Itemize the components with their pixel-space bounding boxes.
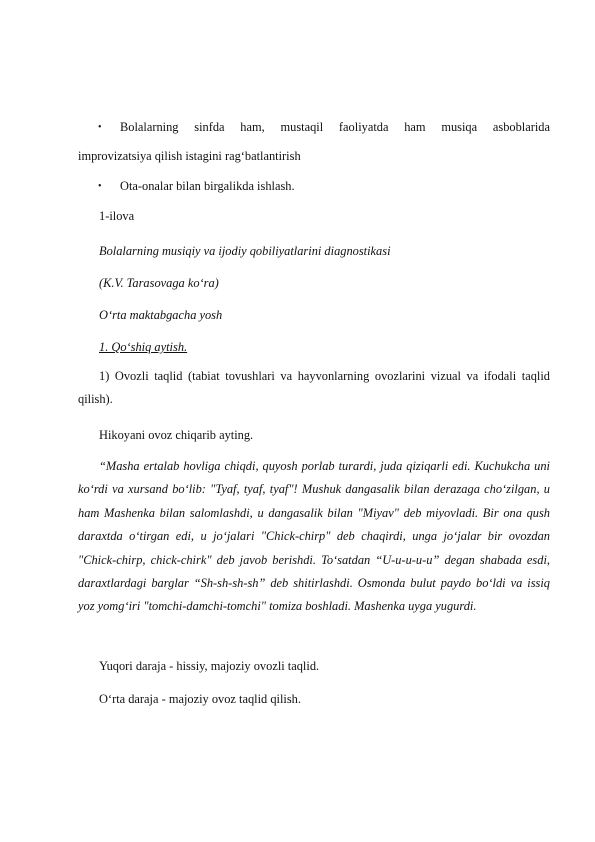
- age-group: O‘rta maktabgacha yosh: [99, 308, 223, 322]
- bullet-text: Bolalarning sinfda ham, mustaqil faoliyatda ham musiqa asboblarida: [120, 120, 550, 134]
- bullet-text-continuation: improvizatsiya qilish istagini rag‘batlantirish: [78, 149, 301, 163]
- section-heading: [78, 336, 550, 359]
- author-note: (K.V. Tarasovaga ko‘ra): [99, 276, 219, 290]
- bullet-item-parents: [78, 175, 550, 198]
- bullet-text: Ota-onalar bilan birgalikda ishlash.: [120, 179, 295, 193]
- level-high: Yuqori daraja - hissiy, majoziy ovozli taqlid.: [99, 659, 320, 673]
- instruction-text: Hikoyani ovoz chiqarib ayting.: [99, 428, 254, 442]
- section-heading-text: 1. Qo‘shiq aytish.: [99, 340, 188, 354]
- bullet-icon: •: [98, 181, 102, 192]
- appendix-label: 1-ilova: [99, 209, 135, 223]
- level-medium: O‘rta daraja - majoziy ovoz taqlid qilish.: [99, 692, 301, 706]
- story-text: “Masha ertalab hovliga chiqdi, quyosh porlab turardi, juda qiziqarli edi. Kuchukcha uni ko‘rdi va xursand bo‘lib: "Tyaf, tyaf, tyaf"! Mushuk dangasalik bilan derazaga cho‘zilgan, u ham Mashenka bilan salomlashdi, u dangasalik bilan "Miyav" deb miyovladi. Bir ona qush daraxtda o‘tirgan edi, u jo‘jalari "Chick-chirp" deb chaqirdi, unga jo‘jalar bir ovozdan "Chick-chirp, chick-chirk" deb javob berishdi. To‘satdan “U-u-u-u-u” degan shabada esdi, daraxtlardagi barglar “Sh-sh-sh-sh” deb shitirlashdi. Osmonda bulut paydo bo‘ldi va issiq yoz yomg‘iri "tomchi-damchi-tomchi" tomiza boshladi. Mashenka uyga yugurdi.: [78, 459, 550, 614]
- bullet-icon: •: [98, 122, 102, 133]
- task-voice-imitation: 1) Ovozli taqlid (tabiat tovushlari va hayvonlarning ovozlarini vizual va ifodali taqlid qilish).: [78, 369, 550, 407]
- document-title: Bolalarning musiqiy va ijodiy qobiliyatlarini diagnostikasi: [99, 244, 391, 258]
- bullet-item-improvisation: [78, 116, 550, 139]
